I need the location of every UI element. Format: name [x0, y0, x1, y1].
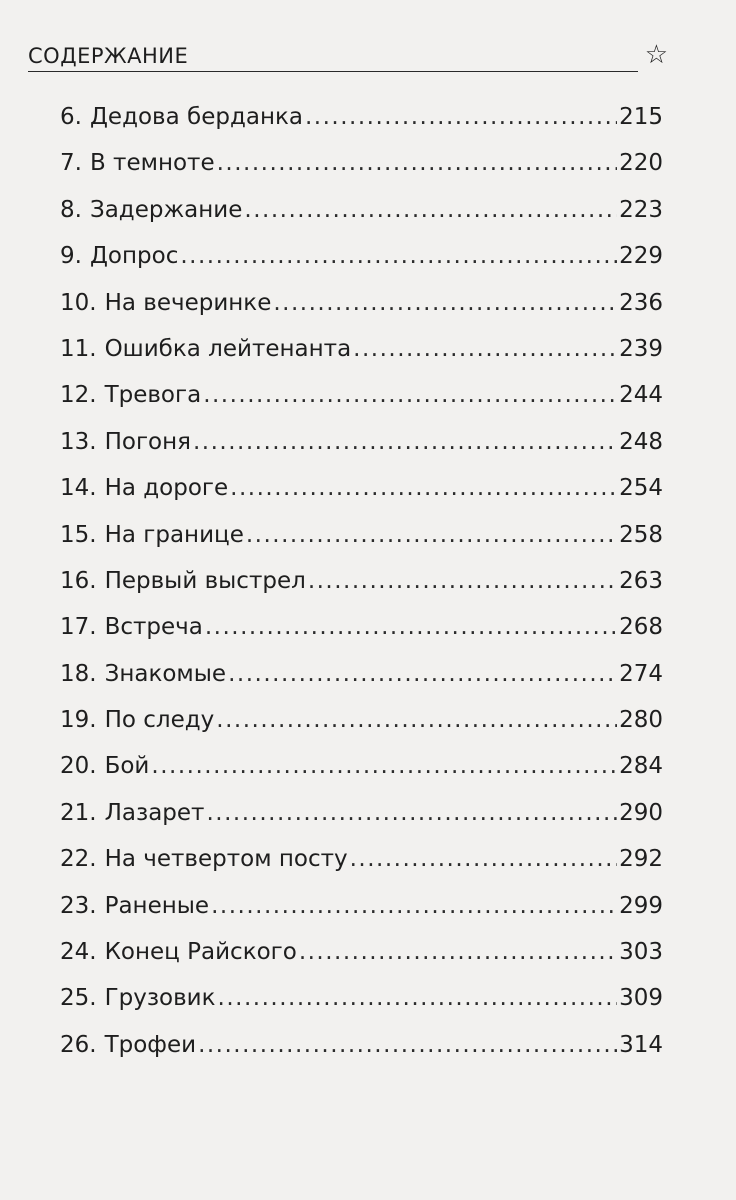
- toc-entry: [60, 651, 663, 697]
- chapter-number: 22.: [60, 846, 97, 873]
- dot-leader: [299, 929, 617, 975]
- chapter-number: 16.: [60, 567, 97, 594]
- page-number: 263: [619, 567, 663, 594]
- chapter-number: 13.: [60, 428, 97, 455]
- chapter-title: Бой: [104, 753, 150, 780]
- chapter-number: 17.: [60, 614, 97, 641]
- table-of-contents: [60, 94, 663, 1068]
- chapter-number: 19.: [60, 707, 97, 734]
- chapter-title: На вечеринке: [104, 289, 272, 316]
- page-number: 220: [619, 150, 663, 177]
- dot-leader: [180, 233, 617, 279]
- dot-leader: [151, 743, 617, 789]
- toc-entry: [60, 1022, 663, 1068]
- chapter-number: 20.: [60, 753, 97, 780]
- chapter-number: 23.: [60, 892, 97, 919]
- toc-entry: [60, 743, 663, 789]
- chapter-number: 14.: [60, 475, 97, 502]
- toc-entry: [60, 697, 663, 743]
- page-number: 314: [619, 1031, 663, 1058]
- chapter-title: На дороге: [104, 475, 229, 502]
- chapter-title: Первый выстрел: [104, 567, 306, 594]
- page-number: 223: [619, 196, 663, 223]
- page-number: 292: [619, 846, 663, 873]
- chapter-title: Конец Райского: [104, 939, 297, 966]
- page-number: 248: [619, 428, 663, 455]
- chapter-number: 7.: [60, 150, 82, 177]
- page-number: 244: [619, 382, 663, 409]
- chapter-number: 15.: [60, 521, 97, 548]
- page-number: 236: [619, 289, 663, 316]
- dot-leader: [203, 372, 617, 418]
- chapter-number: 12.: [60, 382, 97, 409]
- chapter-title: Раненые: [104, 892, 210, 919]
- toc-entry: [60, 512, 663, 558]
- toc-entry: [60, 604, 663, 650]
- chapter-title: Знакомые: [104, 660, 227, 687]
- dot-leader: [228, 651, 617, 697]
- dot-leader: [246, 512, 617, 558]
- dot-leader: [273, 280, 617, 326]
- chapter-title: Трофеи: [104, 1031, 197, 1058]
- page-number: 284: [619, 753, 663, 780]
- dot-leader: [193, 419, 617, 465]
- chapter-title: На границе: [104, 521, 244, 548]
- chapter-number: 10.: [60, 289, 97, 316]
- dot-leader: [353, 326, 617, 372]
- chapter-number: 11.: [60, 335, 97, 362]
- chapter-number: 18.: [60, 660, 97, 687]
- toc-entry: [60, 836, 663, 882]
- chapter-title: Дедова берданка: [89, 104, 303, 130]
- dot-leader: [216, 697, 617, 743]
- page-number: 239: [619, 335, 663, 362]
- page-header: [28, 38, 668, 74]
- page-number: 229: [619, 243, 663, 270]
- toc-entry: [60, 883, 663, 929]
- page-title: СОДЕРЖАНИЕ: [28, 44, 189, 68]
- star-outline-icon: ☆: [644, 40, 668, 70]
- toc-entry: [60, 929, 663, 975]
- chapter-title: Погоня: [104, 428, 191, 455]
- chapter-number: 21.: [60, 799, 97, 826]
- page-number: 299: [619, 892, 663, 919]
- chapter-number: 25.: [60, 985, 97, 1012]
- dot-leader: [211, 883, 617, 929]
- dot-leader: [305, 94, 617, 140]
- dot-leader: [308, 558, 617, 604]
- toc-entry: [60, 140, 663, 186]
- dot-leader: [206, 790, 617, 836]
- page-number: 290: [619, 799, 663, 826]
- chapter-title: Допрос: [89, 243, 179, 270]
- dot-leader: [205, 604, 617, 650]
- chapter-title: На четвертом посту: [104, 846, 348, 873]
- chapter-number: 8.: [60, 196, 82, 223]
- dot-leader: [244, 187, 617, 233]
- toc-entry: [60, 280, 663, 326]
- dot-leader: [230, 465, 617, 511]
- page-number: 254: [619, 475, 663, 502]
- chapter-title: Ошибка лейтенанта: [104, 335, 352, 362]
- dot-leader: [217, 140, 617, 186]
- chapter-number: 24.: [60, 939, 97, 966]
- chapter-number: 26.: [60, 1031, 97, 1058]
- toc-entry: [60, 187, 663, 233]
- page-number: 274: [619, 660, 663, 687]
- toc-entry: [60, 558, 663, 604]
- chapter-title: Тревога: [104, 382, 202, 409]
- chapter-title: В темноте: [89, 150, 215, 177]
- header-rule: [28, 71, 638, 72]
- page-number: 303: [619, 939, 663, 966]
- page-number: 280: [619, 707, 663, 734]
- toc-entry: [60, 94, 663, 140]
- page-number: 309: [619, 985, 663, 1012]
- page-number: 268: [619, 614, 663, 641]
- chapter-number: 9.: [60, 243, 82, 270]
- page-number: 258: [619, 521, 663, 548]
- chapter-title: Грузовик: [104, 985, 216, 1012]
- chapter-number: 6.: [60, 104, 82, 130]
- toc-entry: [60, 790, 663, 836]
- toc-entry: [60, 975, 663, 1021]
- dot-leader: [198, 1022, 617, 1068]
- dot-leader: [350, 836, 617, 882]
- toc-entry: [60, 326, 663, 372]
- chapter-title: Встреча: [104, 614, 203, 641]
- chapter-title: Лазарет: [104, 799, 205, 826]
- page-number: 215: [619, 104, 663, 130]
- toc-entry: [60, 465, 663, 511]
- dot-leader: [218, 975, 618, 1021]
- toc-entry: [60, 233, 663, 279]
- chapter-title: По следу: [104, 707, 215, 734]
- toc-entry: [60, 419, 663, 465]
- toc-entry: [60, 372, 663, 418]
- chapter-title: Задержание: [89, 196, 243, 223]
